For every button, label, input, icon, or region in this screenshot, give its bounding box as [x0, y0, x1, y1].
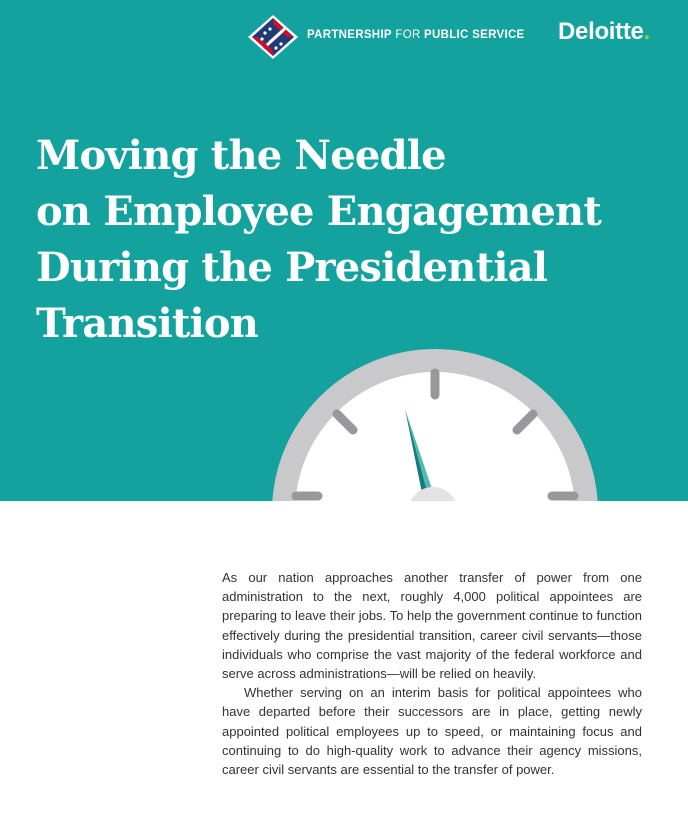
partnership-for-public-service-name [307, 29, 525, 41]
deloitte-wordmark: Deloitte [558, 18, 644, 45]
org-name-part-2: FOR [391, 29, 425, 41]
intro-body-text [222, 568, 642, 779]
title-line-1: Moving the Needle [36, 132, 446, 179]
org-name-part-1: PARTNERSHIP [307, 29, 392, 41]
deloitte-logo [558, 18, 650, 46]
org-name-part-3: PUBLIC SERVICE [424, 29, 525, 41]
gauge-illustration-icon [272, 349, 598, 501]
title-line-2: on Employee Engagement [36, 188, 602, 235]
report-title [36, 128, 601, 352]
partnership-flag-logo-icon [247, 14, 299, 60]
body-paragraph-2: Whether serving on an interim basis for political appointees who have departed before their successors are in place, getting newly appointed political employees up to speed, or maintaining focus and continuing to do high-quality work to advance their agency missions, career civil servants are essential to the transfer of power. [222, 685, 642, 778]
deloitte-dot: . [643, 18, 650, 45]
body-paragraph-1: As our nation approaches another transfer of power from one administration to the next, roughly 4,000 political appointees are preparing to leave their jobs. To help the government continue to function effectively during the presidential transition, career civil servants—those individuals who comprise the vast majority of the federal workforce and serve across administrations—will be relied on heavily. [222, 570, 642, 682]
title-line-4: Transition [36, 300, 259, 347]
title-line-3: During the Presidential [36, 244, 548, 291]
